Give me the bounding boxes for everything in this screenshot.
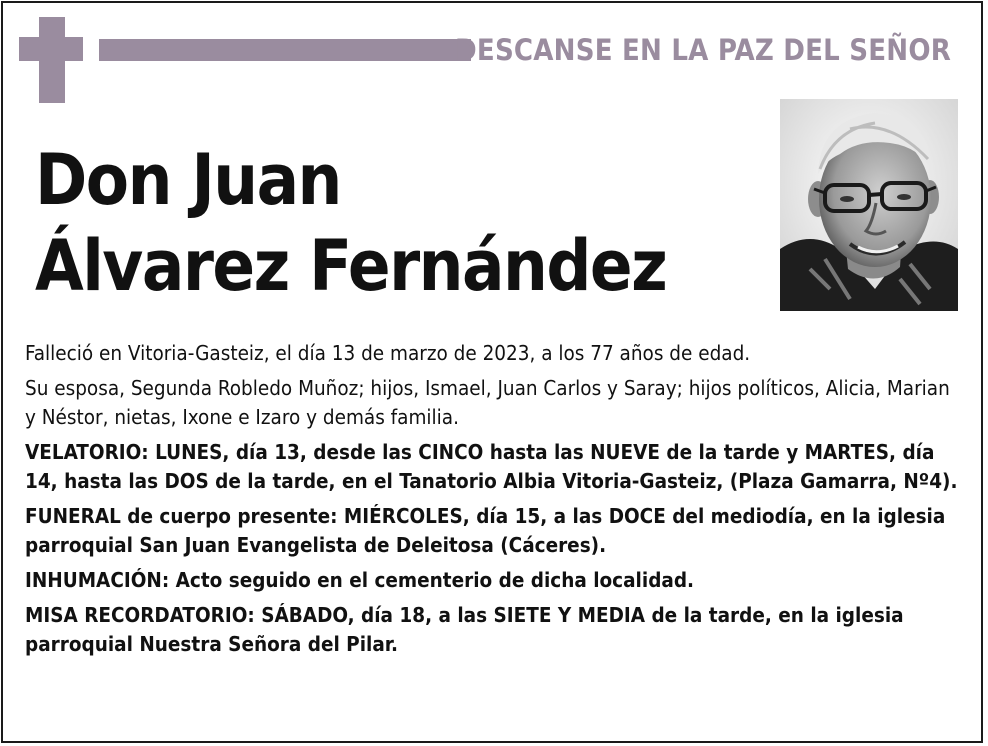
funeral-notice: FUNERAL de cuerpo presente: MIÉRCOLES, día 15, a las DOCE del mediodía, en la iglesia parroquial San Juan Evangelista de Deleitosa (Cáceres). [25, 504, 946, 557]
obituary-body [25, 339, 960, 665]
memorial-mass-notice: MISA RECORDATORIO: SÁBADO, día 18, a las SIETE Y MEDIA de la tarde, en la iglesia parroquial Nuestra Señora del Pilar. [25, 603, 904, 656]
name-line-1: Don Juan [35, 139, 341, 221]
name-line-2: Álvarez Fernández [35, 225, 667, 307]
obituary-card [1, 1, 983, 743]
portrait-photo [780, 99, 958, 311]
header-divider-bar [99, 39, 471, 61]
family-notice: Su esposa, Segunda Robledo Muñoz; hijos, Ismael, Juan Carlos y Saray; hijos políticos, Alicia, Marian y Néstor, nietas, Ixone e Izaro y demás familia. [25, 376, 950, 429]
death-notice: Falleció en Vitoria-Gasteiz, el día 13 de marzo de 2023, a los 77 años de edad. [25, 341, 751, 365]
cross-icon-bar [19, 37, 83, 61]
burial-notice: INHUMACIÓN: Acto seguido en el cementerio de dicha localidad. [25, 568, 695, 592]
wake-notice: VELATORIO: LUNES, día 13, desde las CINCO hasta las NUEVE de la tarde y MARTES, día 14, hasta las DOS de la tarde, en el Tanatorio Albia Vitoria-Gasteiz, (Plaza Gamarra, Nº4). [25, 440, 958, 493]
rip-heading: DESCANSE EN LA PAZ DEL SEÑOR [455, 33, 951, 67]
portrait-illustration [780, 99, 958, 311]
deceased-name [35, 137, 666, 309]
